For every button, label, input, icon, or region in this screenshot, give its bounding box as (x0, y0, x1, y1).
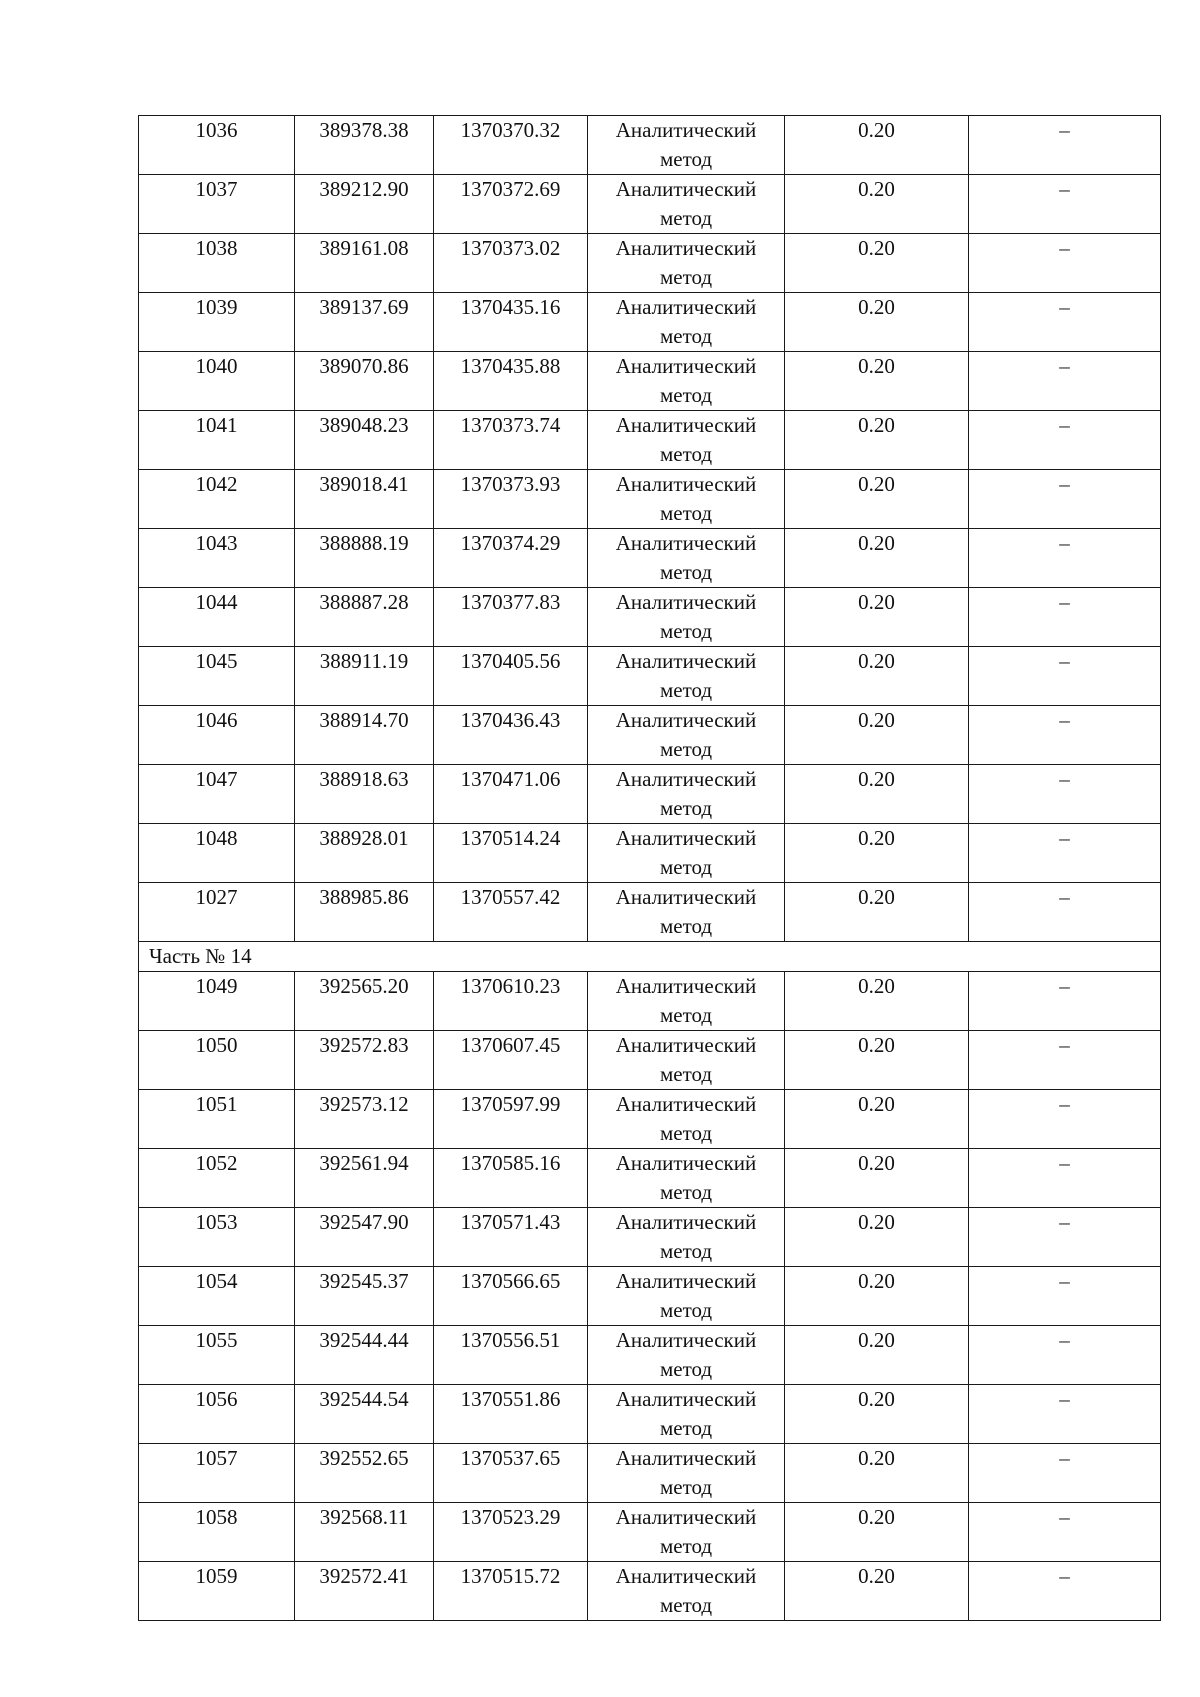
note-cell: – (969, 588, 1161, 647)
point-number-cell: 1053 (139, 1208, 295, 1267)
table-row (139, 1149, 1161, 1208)
method-cell: Аналитический метод (588, 1090, 785, 1149)
accuracy-cell: 0.20 (785, 411, 969, 470)
method-cell: Аналитический метод (588, 824, 785, 883)
x-coordinate-cell: 392545.37 (295, 1267, 434, 1326)
method-cell: Аналитический метод (588, 293, 785, 352)
x-coordinate-cell: 392568.11 (295, 1503, 434, 1562)
point-number-cell: 1040 (139, 352, 295, 411)
method-cell: Аналитический метод (588, 1503, 785, 1562)
accuracy-cell: 0.20 (785, 972, 969, 1031)
y-coordinate-cell: 1370373.02 (434, 234, 588, 293)
x-coordinate-cell: 388928.01 (295, 824, 434, 883)
note-cell: – (969, 175, 1161, 234)
point-number-cell: 1038 (139, 234, 295, 293)
table-row (139, 470, 1161, 529)
y-coordinate-cell: 1370566.65 (434, 1267, 588, 1326)
note-cell: – (969, 972, 1161, 1031)
accuracy-cell: 0.20 (785, 1444, 969, 1503)
note-cell: – (969, 411, 1161, 470)
note-cell: – (969, 293, 1161, 352)
table-row (139, 1562, 1161, 1621)
table-row (139, 588, 1161, 647)
point-number-cell: 1042 (139, 470, 295, 529)
accuracy-cell: 0.20 (785, 1031, 969, 1090)
method-cell: Аналитический метод (588, 470, 785, 529)
x-coordinate-cell: 392561.94 (295, 1149, 434, 1208)
y-coordinate-cell: 1370571.43 (434, 1208, 588, 1267)
accuracy-cell: 0.20 (785, 1503, 969, 1562)
x-coordinate-cell: 389018.41 (295, 470, 434, 529)
method-cell: Аналитический метод (588, 765, 785, 824)
table-row (139, 765, 1161, 824)
accuracy-cell: 0.20 (785, 293, 969, 352)
accuracy-cell: 0.20 (785, 588, 969, 647)
y-coordinate-cell: 1370515.72 (434, 1562, 588, 1621)
method-cell: Аналитический метод (588, 1385, 785, 1444)
accuracy-cell: 0.20 (785, 529, 969, 588)
x-coordinate-cell: 388985.86 (295, 883, 434, 942)
x-coordinate-cell: 392544.54 (295, 1385, 434, 1444)
y-coordinate-cell: 1370435.88 (434, 352, 588, 411)
x-coordinate-cell: 392572.41 (295, 1562, 434, 1621)
table-row (139, 116, 1161, 175)
y-coordinate-cell: 1370557.42 (434, 883, 588, 942)
point-number-cell: 1043 (139, 529, 295, 588)
x-coordinate-cell: 392547.90 (295, 1208, 434, 1267)
table-row (139, 234, 1161, 293)
y-coordinate-cell: 1370523.29 (434, 1503, 588, 1562)
y-coordinate-cell: 1370373.74 (434, 411, 588, 470)
table-row (139, 411, 1161, 470)
table-row (139, 1031, 1161, 1090)
point-number-cell: 1057 (139, 1444, 295, 1503)
point-number-cell: 1050 (139, 1031, 295, 1090)
point-number-cell: 1056 (139, 1385, 295, 1444)
point-number-cell: 1059 (139, 1562, 295, 1621)
x-coordinate-cell: 392565.20 (295, 972, 434, 1031)
y-coordinate-cell: 1370436.43 (434, 706, 588, 765)
note-cell: – (969, 824, 1161, 883)
accuracy-cell: 0.20 (785, 1562, 969, 1621)
table-row (139, 972, 1161, 1031)
note-cell: – (969, 1385, 1161, 1444)
accuracy-cell: 0.20 (785, 175, 969, 234)
method-cell: Аналитический метод (588, 1031, 785, 1090)
accuracy-cell: 0.20 (785, 765, 969, 824)
note-cell: – (969, 647, 1161, 706)
y-coordinate-cell: 1370370.32 (434, 116, 588, 175)
point-number-cell: 1054 (139, 1267, 295, 1326)
table-row (139, 352, 1161, 411)
method-cell: Аналитический метод (588, 883, 785, 942)
note-cell: – (969, 352, 1161, 411)
point-number-cell: 1046 (139, 706, 295, 765)
x-coordinate-cell: 388888.19 (295, 529, 434, 588)
point-number-cell: 1052 (139, 1149, 295, 1208)
x-coordinate-cell: 389048.23 (295, 411, 434, 470)
method-cell: Аналитический метод (588, 1267, 785, 1326)
y-coordinate-cell: 1370556.51 (434, 1326, 588, 1385)
x-coordinate-cell: 388911.19 (295, 647, 434, 706)
method-cell: Аналитический метод (588, 175, 785, 234)
table-row (139, 1444, 1161, 1503)
table-row (139, 1267, 1161, 1326)
y-coordinate-cell: 1370551.86 (434, 1385, 588, 1444)
accuracy-cell: 0.20 (785, 1208, 969, 1267)
method-cell: Аналитический метод (588, 972, 785, 1031)
note-cell: – (969, 470, 1161, 529)
accuracy-cell: 0.20 (785, 647, 969, 706)
note-cell: – (969, 1326, 1161, 1385)
note-cell: – (969, 706, 1161, 765)
point-number-cell: 1027 (139, 883, 295, 942)
y-coordinate-cell: 1370471.06 (434, 765, 588, 824)
x-coordinate-cell: 388918.63 (295, 765, 434, 824)
note-cell: – (969, 116, 1161, 175)
table-row (139, 529, 1161, 588)
table-row (139, 883, 1161, 942)
x-coordinate-cell: 388887.28 (295, 588, 434, 647)
method-cell: Аналитический метод (588, 116, 785, 175)
accuracy-cell: 0.20 (785, 1385, 969, 1444)
method-cell: Аналитический метод (588, 234, 785, 293)
table-row (139, 1385, 1161, 1444)
table-row (139, 1326, 1161, 1385)
accuracy-cell: 0.20 (785, 706, 969, 765)
table-row (139, 1090, 1161, 1149)
x-coordinate-cell: 389161.08 (295, 234, 434, 293)
method-cell: Аналитический метод (588, 411, 785, 470)
accuracy-cell: 0.20 (785, 1267, 969, 1326)
coordinates-table (138, 115, 1161, 1621)
method-cell: Аналитический метод (588, 1326, 785, 1385)
x-coordinate-cell: 389137.69 (295, 293, 434, 352)
point-number-cell: 1037 (139, 175, 295, 234)
section-row (139, 942, 1161, 972)
point-number-cell: 1041 (139, 411, 295, 470)
accuracy-cell: 0.20 (785, 116, 969, 175)
table-row (139, 706, 1161, 765)
x-coordinate-cell: 392544.44 (295, 1326, 434, 1385)
accuracy-cell: 0.20 (785, 352, 969, 411)
point-number-cell: 1051 (139, 1090, 295, 1149)
point-number-cell: 1055 (139, 1326, 295, 1385)
x-coordinate-cell: 389212.90 (295, 175, 434, 234)
point-number-cell: 1039 (139, 293, 295, 352)
y-coordinate-cell: 1370374.29 (434, 529, 588, 588)
point-number-cell: 1048 (139, 824, 295, 883)
y-coordinate-cell: 1370377.83 (434, 588, 588, 647)
table-row (139, 1208, 1161, 1267)
point-number-cell: 1044 (139, 588, 295, 647)
y-coordinate-cell: 1370607.45 (434, 1031, 588, 1090)
method-cell: Аналитический метод (588, 647, 785, 706)
y-coordinate-cell: 1370514.24 (434, 824, 588, 883)
note-cell: – (969, 765, 1161, 824)
note-cell: – (969, 234, 1161, 293)
note-cell: – (969, 529, 1161, 588)
method-cell: Аналитический метод (588, 1208, 785, 1267)
point-number-cell: 1036 (139, 116, 295, 175)
x-coordinate-cell: 389378.38 (295, 116, 434, 175)
y-coordinate-cell: 1370585.16 (434, 1149, 588, 1208)
note-cell: – (969, 883, 1161, 942)
y-coordinate-cell: 1370610.23 (434, 972, 588, 1031)
method-cell: Аналитический метод (588, 529, 785, 588)
note-cell: – (969, 1090, 1161, 1149)
table-row (139, 824, 1161, 883)
accuracy-cell: 0.20 (785, 824, 969, 883)
accuracy-cell: 0.20 (785, 1090, 969, 1149)
section-label: Часть № 14 (139, 942, 1161, 972)
y-coordinate-cell: 1370373.93 (434, 470, 588, 529)
y-coordinate-cell: 1370405.56 (434, 647, 588, 706)
x-coordinate-cell: 389070.86 (295, 352, 434, 411)
y-coordinate-cell: 1370597.99 (434, 1090, 588, 1149)
method-cell: Аналитический метод (588, 1149, 785, 1208)
table-row (139, 293, 1161, 352)
point-number-cell: 1049 (139, 972, 295, 1031)
method-cell: Аналитический метод (588, 352, 785, 411)
y-coordinate-cell: 1370537.65 (434, 1444, 588, 1503)
note-cell: – (969, 1149, 1161, 1208)
method-cell: Аналитический метод (588, 706, 785, 765)
table-row (139, 175, 1161, 234)
accuracy-cell: 0.20 (785, 234, 969, 293)
x-coordinate-cell: 392552.65 (295, 1444, 434, 1503)
point-number-cell: 1045 (139, 647, 295, 706)
y-coordinate-cell: 1370435.16 (434, 293, 588, 352)
point-number-cell: 1047 (139, 765, 295, 824)
accuracy-cell: 0.20 (785, 470, 969, 529)
method-cell: Аналитический метод (588, 1444, 785, 1503)
y-coordinate-cell: 1370372.69 (434, 175, 588, 234)
method-cell: Аналитический метод (588, 1562, 785, 1621)
note-cell: – (969, 1444, 1161, 1503)
accuracy-cell: 0.20 (785, 1149, 969, 1208)
table-row (139, 1503, 1161, 1562)
note-cell: – (969, 1208, 1161, 1267)
x-coordinate-cell: 392573.12 (295, 1090, 434, 1149)
x-coordinate-cell: 388914.70 (295, 706, 434, 765)
x-coordinate-cell: 392572.83 (295, 1031, 434, 1090)
method-cell: Аналитический метод (588, 588, 785, 647)
note-cell: – (969, 1031, 1161, 1090)
note-cell: – (969, 1562, 1161, 1621)
note-cell: – (969, 1503, 1161, 1562)
note-cell: – (969, 1267, 1161, 1326)
accuracy-cell: 0.20 (785, 1326, 969, 1385)
accuracy-cell: 0.20 (785, 883, 969, 942)
point-number-cell: 1058 (139, 1503, 295, 1562)
table-row (139, 647, 1161, 706)
coordinates-table-body (139, 116, 1161, 1621)
